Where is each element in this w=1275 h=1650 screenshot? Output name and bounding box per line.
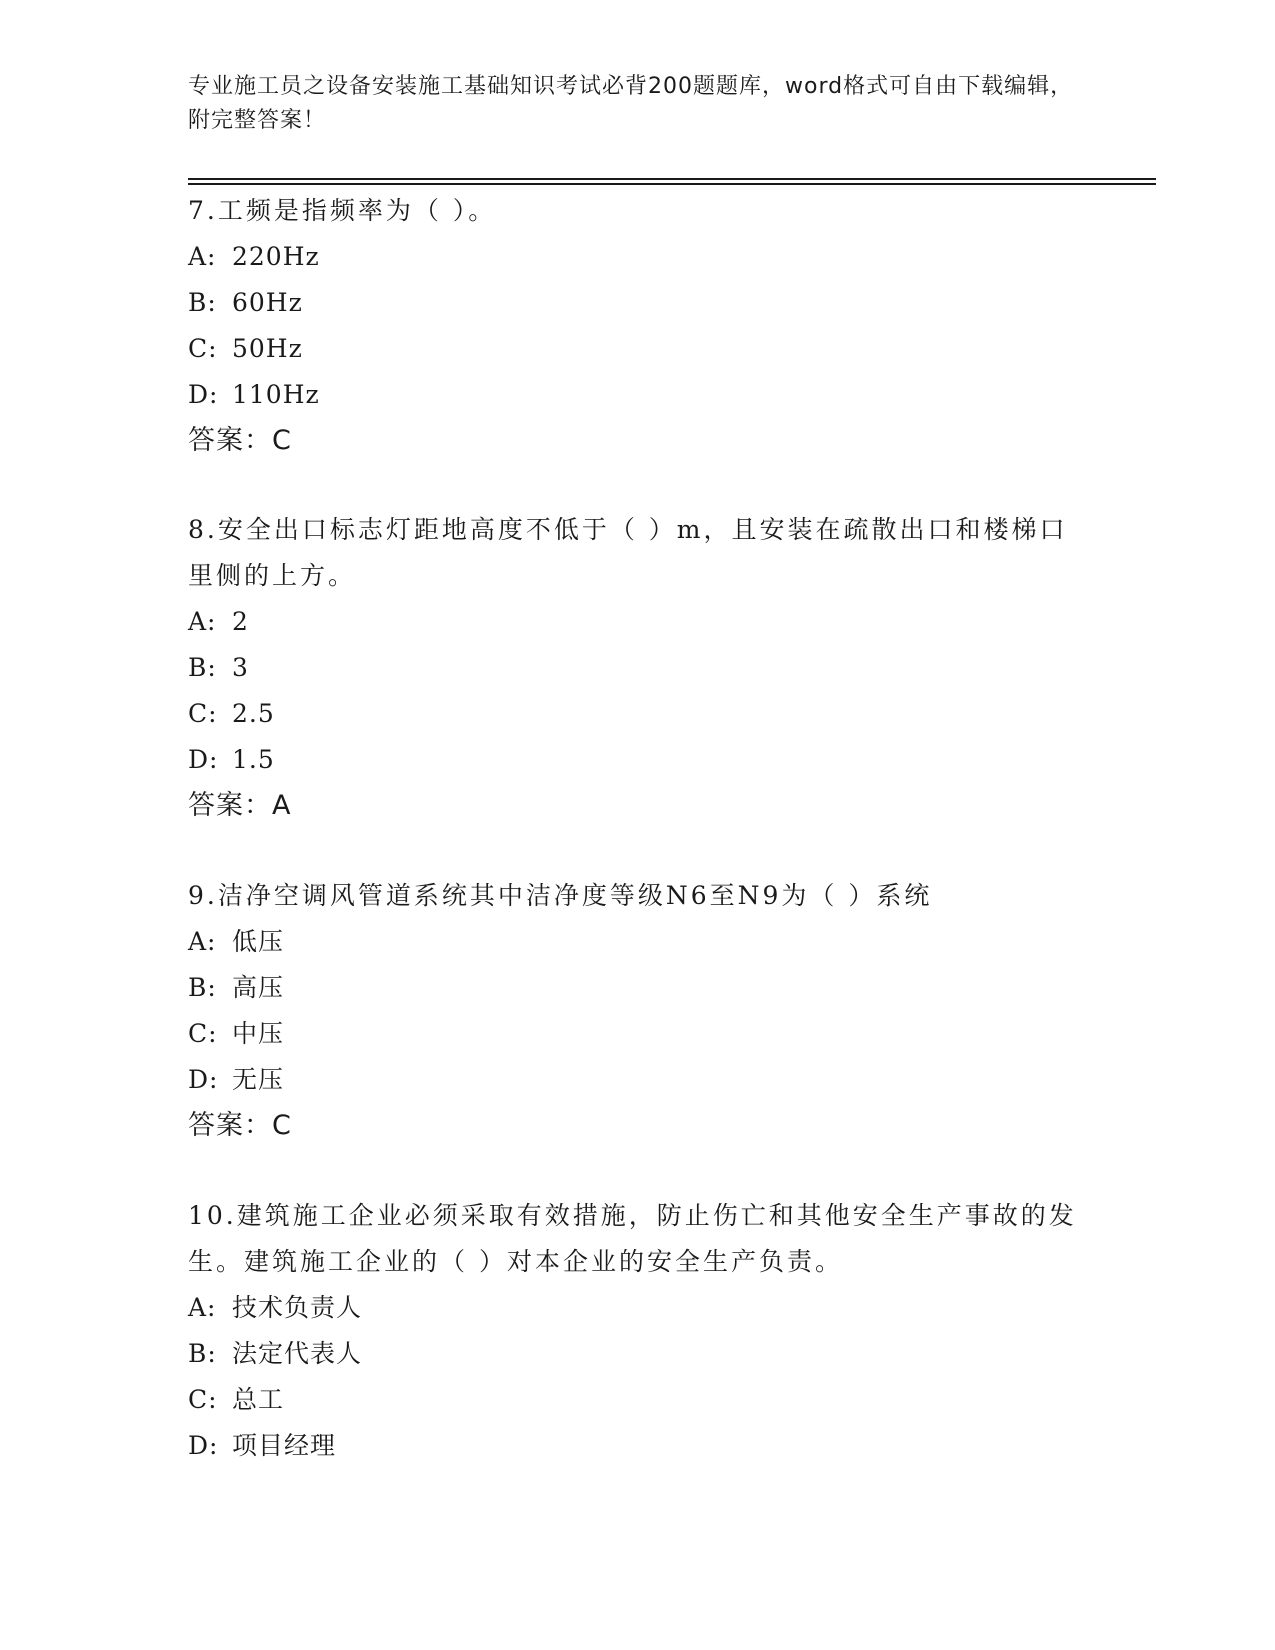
question-7 (188, 188, 1088, 464)
option-text: 中压 (232, 1019, 285, 1048)
option-c (188, 691, 1088, 737)
option-label: B: (188, 973, 217, 1002)
option-label: B: (188, 1339, 217, 1368)
header-divider-bottom (188, 183, 1156, 185)
option-d (188, 1057, 1088, 1103)
option-text: 3 (232, 653, 249, 682)
option-c (188, 1377, 1088, 1423)
option-label: D: (188, 380, 219, 409)
option-label: C: (188, 334, 218, 363)
answer: 答案：C (188, 425, 292, 456)
option-label: B: (188, 288, 217, 317)
option-label: A: (188, 242, 217, 271)
option-text: 项目经理 (232, 1431, 337, 1460)
option-text: 无压 (232, 1065, 285, 1094)
option-label: D: (188, 1431, 219, 1460)
option-a (188, 599, 1088, 645)
option-a (188, 1285, 1088, 1331)
question-stem: 8.安全出口标志灯距地高度不低于（ ）m，且安装在疏散出口和楼梯口里侧的上方。 (188, 515, 1068, 590)
option-text: 高压 (232, 973, 285, 1002)
option-label: D: (188, 1065, 219, 1094)
question-stem: 10.建筑施工企业必须采取有效措施，防止伤亡和其他安全生产事故的发生。建筑施工企业的（ ）对本企业的安全生产负责。 (188, 1201, 1077, 1276)
document-header: 专业施工员之设备安装施工基础知识考试必背200题题库，word格式可自由下载编辑，附完整答案！ (188, 74, 1074, 133)
question-10 (188, 1193, 1088, 1469)
option-label: A: (188, 927, 217, 956)
answer: 答案：C (188, 1110, 292, 1141)
option-label: C: (188, 699, 218, 728)
option-a (188, 919, 1088, 965)
option-text: 60Hz (232, 288, 303, 317)
option-b (188, 1331, 1088, 1377)
option-d (188, 737, 1088, 783)
option-text: 总工 (232, 1385, 285, 1414)
option-label: C: (188, 1019, 218, 1048)
option-label: D: (188, 745, 219, 774)
option-text: 2.5 (232, 699, 275, 728)
option-label: B: (188, 653, 217, 682)
option-b (188, 280, 1088, 326)
option-label: C: (188, 1385, 218, 1414)
option-d (188, 1423, 1088, 1469)
header-divider-top (188, 178, 1156, 180)
option-c (188, 1011, 1088, 1057)
question-8 (188, 507, 1088, 829)
option-text: 50Hz (232, 334, 303, 363)
question-stem: 9.洁净空调风管道系统其中洁净度等级N6至N9为（ ）系统 (188, 881, 933, 910)
option-text: 技术负责人 (232, 1293, 363, 1322)
question-9 (188, 873, 1088, 1149)
option-text: 220Hz (232, 242, 320, 271)
option-a (188, 234, 1088, 280)
option-text: 2 (232, 607, 249, 636)
question-stem: 7.工频是指频率为（ ）。 (188, 196, 497, 225)
option-b (188, 645, 1088, 691)
answer: 答案：A (188, 790, 292, 821)
option-label: A: (188, 607, 217, 636)
option-text: 法定代表人 (232, 1339, 363, 1368)
option-text: 低压 (232, 927, 285, 956)
option-d (188, 372, 1088, 418)
option-c (188, 326, 1088, 372)
option-text: 1.5 (232, 745, 275, 774)
option-label: A: (188, 1293, 217, 1322)
option-text: 110Hz (232, 380, 320, 409)
option-b (188, 965, 1088, 1011)
